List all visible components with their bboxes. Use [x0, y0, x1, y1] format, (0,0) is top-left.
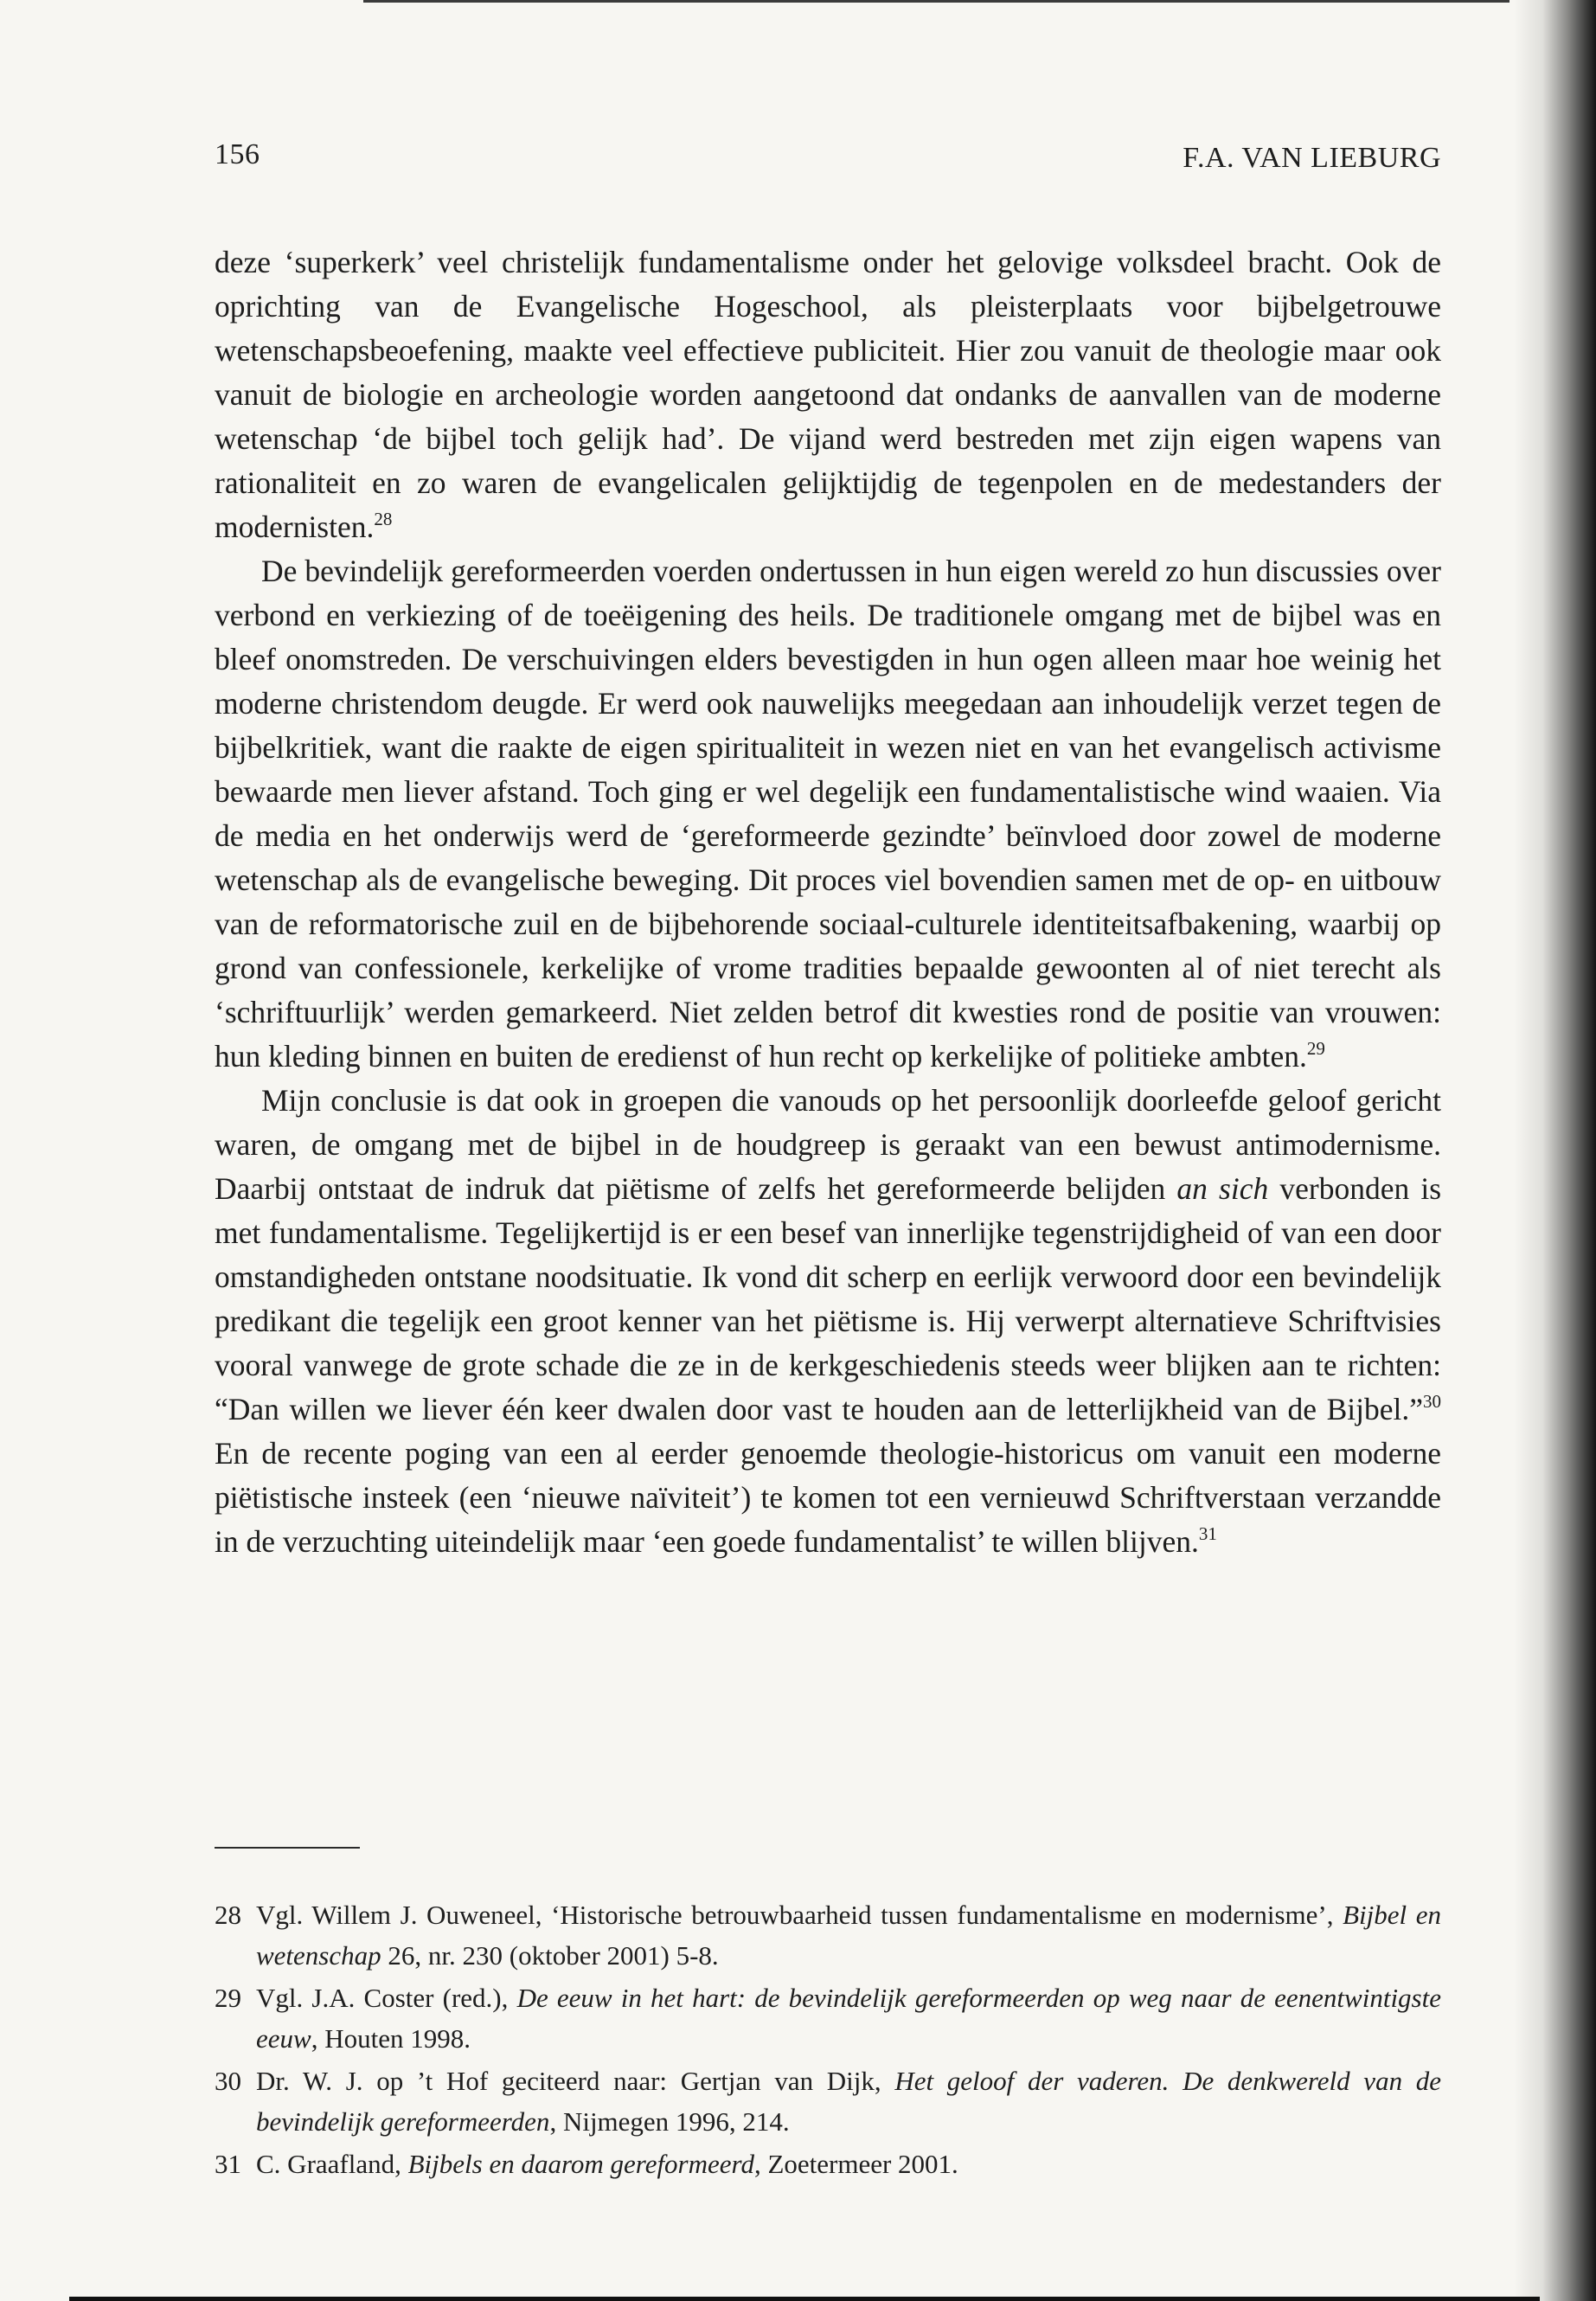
footnote-separator [215, 1847, 360, 1849]
text-run: 26, nr. 230 (oktober 2001) 5-8. [381, 1940, 719, 1971]
running-head [215, 138, 1441, 182]
footnote [215, 2144, 1441, 2184]
footnote-reference: 30 [1423, 1391, 1441, 1412]
footnote-number: 28 [215, 1900, 241, 1930]
footnotes [215, 1894, 1441, 2186]
text-run: C. Graafland, [256, 2149, 408, 2179]
footnote-number: 29 [215, 1983, 241, 2013]
footnote-number: 30 [215, 2066, 241, 2096]
page-number: 156 [215, 138, 260, 170]
footnote-reference: 31 [1198, 1523, 1217, 1544]
paragraph [215, 240, 1441, 549]
footnote-text [256, 2066, 1441, 2137]
footnote [215, 2061, 1441, 2142]
footnote-text [256, 1983, 1441, 2054]
text-run: De bevindelijk gereformeerden voerden ondertussen in hun eigen wereld zo hun discussies over verbond en verkiezing of de toeëigening des heils. De traditionele omgang met de bijbel was en bleef onomstreden. De verschuivingen elders bevestigden in hun ogen alleen maar hoe weinig het moderne christendom deugde. Er werd ook nauwelijks meegedaan aan inhoudelijk verzet tegen de bijbelkritiek, want die raakte de eigen spiritualiteit in wezen niet en van het evangelisch activisme bewaarde men liever afstand. Toch ging er wel degelijk een fundamentalistische wind waaien. Via de media en het onderwijs werd de ‘gereformeerde gezindte’ beïnvloed door zowel de moderne wetenschap als de evangelische beweging. Dit proces viel bovendien samen met de op- en uitbouw van de reformatorische zuil en de bijbehorende sociaal-culturele identiteitsafbakening, waarbij op grond van confessionele, kerkelijke of vrome tradities bepaalde gewoonten al of niet terecht als ‘schriftuurlijk’ werden gemarkeerd. Niet zelden betrof dit kwesties rond de positie van vrouwen: hun kleding binnen en buiten de eredienst of hun recht op kerkelijke of politieke ambten. [215, 554, 1441, 1074]
italic-text: an sich [1176, 1171, 1269, 1206]
footnote-number: 31 [215, 2149, 241, 2179]
text-run: Vgl. J.A. Coster (red.), [256, 1983, 517, 2013]
text-run: , Houten 1998. [311, 2023, 471, 2054]
footnote-reference: 28 [374, 509, 393, 529]
running-title: F.A. VAN LIEBURG [1183, 142, 1441, 174]
italic-text: Bijbel en wetenschap [256, 1900, 1441, 1971]
text-run: verbonden is met fundamentalisme. Tegelijkertijd is er een besef van innerlijke tegenstrijdigheid of van een door omstandigheden ontstane noodsituatie. Ik vond dit scherp en eerlijk verwoord door een bevindelijk predikant die tegelijk een groot kenner van het piëtisme is. Hij verwerpt alternatieve Schriftvisies vooral vanwege de grote schade die ze in de kerkgeschiedenis steeds weer blijken aan te richten: “Dan willen we liever één keer dwalen door vast te houden aan de letterlijkheid van de Bijbel.” [215, 1171, 1442, 1426]
footnote-reference: 29 [1306, 1038, 1325, 1059]
paragraph [215, 549, 1441, 1079]
text-run: Vgl. Willem J. Ouweneel, ‘Historische betrouwbaarheid tussen fundamentalisme en modernisme’, [256, 1900, 1343, 1930]
top-edge-rule [363, 0, 1509, 3]
body-text [215, 240, 1441, 1564]
italic-text: Bijbels en daarom gereformeerd [407, 2149, 754, 2179]
text-run: Dr. W. J. op ’t Hof geciteerd naar: Gertjan van Dijk, [256, 2066, 895, 2096]
footnote [215, 1977, 1441, 2059]
footnote-text [256, 1900, 1441, 1971]
italic-text: De eeuw in het hart: de bevindelijk gereformeerden op weg naar de eenentwintigste eeuw [256, 1983, 1441, 2054]
footnote [215, 1894, 1441, 1976]
bottom-edge-rule [69, 2297, 1540, 2301]
paragraph [215, 1079, 1441, 1564]
text-run: , Zoetermeer 2001. [753, 2149, 958, 2179]
text-run: , Nijmegen 1996, 214. [549, 2106, 790, 2137]
text-run: En de recente poging van een al eerder genoemde theologie-historicus om vanuit een moderne piëtistische insteek (een ‘nieuwe naïviteit’) te komen tot een vernieuwd Schriftverstaan verzandde in de verzuchting uiteindelijk maar ‘een goede fundamentalist’ te willen blijven. [215, 1436, 1441, 1559]
text-run: deze ‘superkerk’ veel christelijk fundamentalisme onder het gelovige volksdeel bracht. Ook de oprichting van de Evangelische Hogeschool, als pleisterplaats voor bijbelgetrouwe wetenschapsbeoefening, maakte veel effectieve publiciteit. Hier zou vanuit de theologie maar ook vanuit de biologie en archeologie worden aangetoond dat ondanks de aanvallen van de moderne wetenschap ‘de bijbel toch gelijk had’. De vijand werd bestreden met zijn eigen wapens van rationaliteit en zo waren de evangelicalen gelijktijdig de tegenpolen en de medestanders der modernisten. [215, 245, 1441, 544]
binding-shadow [1514, 0, 1596, 2301]
footnote-text [256, 2149, 958, 2179]
text-run: Mijn conclusie is dat ook in groepen die vanouds op het persoonlijk doorleefde geloof gericht waren, de omgang met de bijbel in de houdgreep is geraakt van een bewust antimodernisme. Daarbij ontstaat de indruk dat piëtisme of zelfs het gereformeerde belijden [215, 1083, 1441, 1206]
italic-text: Het geloof der vaderen. De denkwereld van de bevindelijk gereformeerden [256, 2066, 1442, 2137]
